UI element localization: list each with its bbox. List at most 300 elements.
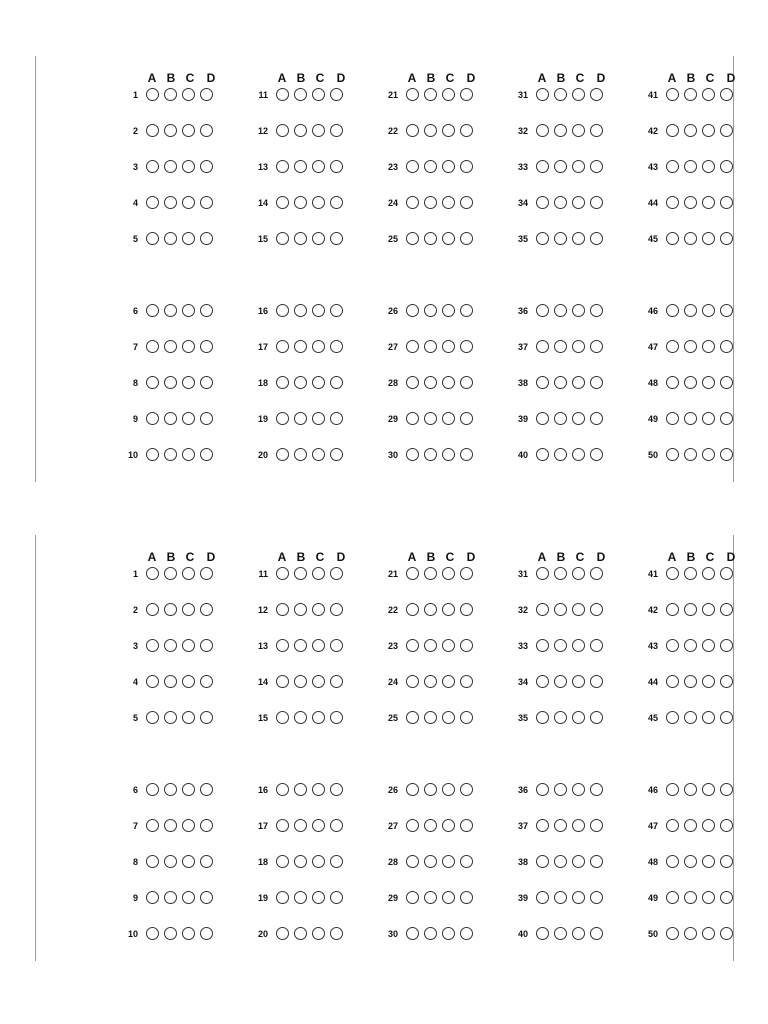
answer-bubble[interactable] bbox=[684, 819, 697, 832]
answer-bubble[interactable] bbox=[182, 124, 195, 137]
answer-bubble[interactable] bbox=[164, 304, 177, 317]
answer-bubble[interactable] bbox=[666, 412, 679, 425]
answer-bubble[interactable] bbox=[720, 160, 733, 173]
answer-bubble[interactable] bbox=[330, 412, 343, 425]
answer-bubble[interactable] bbox=[572, 639, 585, 652]
answer-bubble[interactable] bbox=[294, 927, 307, 940]
answer-bubble[interactable] bbox=[276, 783, 289, 796]
answer-bubble[interactable] bbox=[572, 412, 585, 425]
answer-bubble[interactable] bbox=[406, 927, 419, 940]
answer-bubble[interactable] bbox=[182, 160, 195, 173]
answer-bubble[interactable] bbox=[294, 639, 307, 652]
answer-bubble[interactable] bbox=[276, 160, 289, 173]
answer-bubble[interactable] bbox=[720, 376, 733, 389]
answer-bubble[interactable] bbox=[312, 412, 325, 425]
answer-bubble[interactable] bbox=[572, 376, 585, 389]
answer-bubble[interactable] bbox=[554, 412, 567, 425]
answer-bubble[interactable] bbox=[720, 567, 733, 580]
answer-bubble[interactable] bbox=[312, 196, 325, 209]
answer-bubble[interactable] bbox=[684, 891, 697, 904]
answer-bubble[interactable] bbox=[424, 160, 437, 173]
answer-bubble[interactable] bbox=[666, 711, 679, 724]
answer-bubble[interactable] bbox=[164, 819, 177, 832]
answer-bubble[interactable] bbox=[276, 855, 289, 868]
answer-bubble[interactable] bbox=[294, 711, 307, 724]
answer-bubble[interactable] bbox=[702, 783, 715, 796]
answer-bubble[interactable] bbox=[720, 124, 733, 137]
answer-bubble[interactable] bbox=[330, 855, 343, 868]
answer-bubble[interactable] bbox=[330, 340, 343, 353]
answer-bubble[interactable] bbox=[424, 639, 437, 652]
answer-bubble[interactable] bbox=[460, 639, 473, 652]
answer-bubble[interactable] bbox=[276, 711, 289, 724]
answer-bubble[interactable] bbox=[442, 232, 455, 245]
answer-bubble[interactable] bbox=[702, 376, 715, 389]
answer-bubble[interactable] bbox=[182, 855, 195, 868]
answer-bubble[interactable] bbox=[164, 160, 177, 173]
answer-bubble[interactable] bbox=[666, 376, 679, 389]
answer-bubble[interactable] bbox=[146, 927, 159, 940]
answer-bubble[interactable] bbox=[424, 376, 437, 389]
answer-bubble[interactable] bbox=[684, 124, 697, 137]
answer-bubble[interactable] bbox=[276, 340, 289, 353]
answer-bubble[interactable] bbox=[164, 412, 177, 425]
answer-bubble[interactable] bbox=[200, 196, 213, 209]
answer-bubble[interactable] bbox=[442, 160, 455, 173]
answer-bubble[interactable] bbox=[200, 819, 213, 832]
answer-bubble[interactable] bbox=[720, 675, 733, 688]
answer-bubble[interactable] bbox=[702, 304, 715, 317]
answer-bubble[interactable] bbox=[200, 855, 213, 868]
answer-bubble[interactable] bbox=[200, 232, 213, 245]
answer-bubble[interactable] bbox=[442, 819, 455, 832]
answer-bubble[interactable] bbox=[554, 675, 567, 688]
answer-bubble[interactable] bbox=[294, 855, 307, 868]
answer-bubble[interactable] bbox=[312, 891, 325, 904]
answer-bubble[interactable] bbox=[572, 160, 585, 173]
answer-bubble[interactable] bbox=[666, 927, 679, 940]
answer-bubble[interactable] bbox=[200, 891, 213, 904]
answer-bubble[interactable] bbox=[164, 675, 177, 688]
answer-bubble[interactable] bbox=[312, 855, 325, 868]
answer-bubble[interactable] bbox=[146, 376, 159, 389]
answer-bubble[interactable] bbox=[702, 124, 715, 137]
answer-bubble[interactable] bbox=[590, 88, 603, 101]
answer-bubble[interactable] bbox=[294, 304, 307, 317]
answer-bubble[interactable] bbox=[146, 304, 159, 317]
answer-bubble[interactable] bbox=[554, 783, 567, 796]
answer-bubble[interactable] bbox=[536, 891, 549, 904]
answer-bubble[interactable] bbox=[182, 412, 195, 425]
answer-bubble[interactable] bbox=[424, 412, 437, 425]
answer-bubble[interactable] bbox=[424, 340, 437, 353]
answer-bubble[interactable] bbox=[424, 819, 437, 832]
answer-bubble[interactable] bbox=[536, 675, 549, 688]
answer-bubble[interactable] bbox=[572, 783, 585, 796]
answer-bubble[interactable] bbox=[146, 639, 159, 652]
answer-bubble[interactable] bbox=[182, 448, 195, 461]
answer-bubble[interactable] bbox=[590, 603, 603, 616]
answer-bubble[interactable] bbox=[294, 819, 307, 832]
answer-bubble[interactable] bbox=[720, 196, 733, 209]
answer-bubble[interactable] bbox=[554, 340, 567, 353]
answer-bubble[interactable] bbox=[182, 639, 195, 652]
answer-bubble[interactable] bbox=[684, 567, 697, 580]
answer-bubble[interactable] bbox=[330, 603, 343, 616]
answer-bubble[interactable] bbox=[590, 819, 603, 832]
answer-bubble[interactable] bbox=[442, 675, 455, 688]
answer-bubble[interactable] bbox=[182, 88, 195, 101]
answer-bubble[interactable] bbox=[554, 448, 567, 461]
answer-bubble[interactable] bbox=[666, 855, 679, 868]
answer-bubble[interactable] bbox=[684, 675, 697, 688]
answer-bubble[interactable] bbox=[460, 304, 473, 317]
answer-bubble[interactable] bbox=[406, 855, 419, 868]
answer-bubble[interactable] bbox=[702, 927, 715, 940]
answer-bubble[interactable] bbox=[442, 124, 455, 137]
answer-bubble[interactable] bbox=[684, 232, 697, 245]
answer-bubble[interactable] bbox=[294, 232, 307, 245]
answer-bubble[interactable] bbox=[536, 855, 549, 868]
answer-bubble[interactable] bbox=[146, 160, 159, 173]
answer-bubble[interactable] bbox=[572, 124, 585, 137]
answer-bubble[interactable] bbox=[424, 603, 437, 616]
answer-bubble[interactable] bbox=[164, 855, 177, 868]
answer-bubble[interactable] bbox=[460, 855, 473, 868]
answer-bubble[interactable] bbox=[330, 232, 343, 245]
answer-bubble[interactable] bbox=[572, 675, 585, 688]
answer-bubble[interactable] bbox=[666, 196, 679, 209]
answer-bubble[interactable] bbox=[200, 160, 213, 173]
answer-bubble[interactable] bbox=[442, 891, 455, 904]
answer-bubble[interactable] bbox=[312, 304, 325, 317]
answer-bubble[interactable] bbox=[572, 927, 585, 940]
answer-bubble[interactable] bbox=[182, 675, 195, 688]
answer-bubble[interactable] bbox=[720, 448, 733, 461]
answer-bubble[interactable] bbox=[406, 639, 419, 652]
answer-bubble[interactable] bbox=[146, 855, 159, 868]
answer-bubble[interactable] bbox=[554, 855, 567, 868]
answer-bubble[interactable] bbox=[666, 88, 679, 101]
answer-bubble[interactable] bbox=[702, 196, 715, 209]
answer-bubble[interactable] bbox=[720, 232, 733, 245]
answer-bubble[interactable] bbox=[312, 160, 325, 173]
answer-bubble[interactable] bbox=[684, 376, 697, 389]
answer-bubble[interactable] bbox=[330, 927, 343, 940]
answer-bubble[interactable] bbox=[312, 340, 325, 353]
answer-bubble[interactable] bbox=[572, 448, 585, 461]
answer-bubble[interactable] bbox=[590, 927, 603, 940]
answer-bubble[interactable] bbox=[720, 891, 733, 904]
answer-bubble[interactable] bbox=[536, 88, 549, 101]
answer-bubble[interactable] bbox=[182, 783, 195, 796]
answer-bubble[interactable] bbox=[312, 711, 325, 724]
answer-bubble[interactable] bbox=[590, 340, 603, 353]
answer-bubble[interactable] bbox=[536, 340, 549, 353]
answer-bubble[interactable] bbox=[146, 675, 159, 688]
answer-bubble[interactable] bbox=[554, 196, 567, 209]
answer-bubble[interactable] bbox=[146, 412, 159, 425]
answer-bubble[interactable] bbox=[294, 448, 307, 461]
answer-bubble[interactable] bbox=[442, 711, 455, 724]
answer-bubble[interactable] bbox=[684, 448, 697, 461]
answer-bubble[interactable] bbox=[294, 675, 307, 688]
answer-bubble[interactable] bbox=[460, 891, 473, 904]
answer-bubble[interactable] bbox=[536, 124, 549, 137]
answer-bubble[interactable] bbox=[720, 603, 733, 616]
answer-bubble[interactable] bbox=[460, 927, 473, 940]
answer-bubble[interactable] bbox=[406, 448, 419, 461]
answer-bubble[interactable] bbox=[424, 88, 437, 101]
answer-bubble[interactable] bbox=[536, 448, 549, 461]
answer-bubble[interactable] bbox=[424, 675, 437, 688]
answer-bubble[interactable] bbox=[460, 819, 473, 832]
answer-bubble[interactable] bbox=[702, 412, 715, 425]
answer-bubble[interactable] bbox=[460, 340, 473, 353]
answer-bubble[interactable] bbox=[702, 891, 715, 904]
answer-bubble[interactable] bbox=[666, 819, 679, 832]
answer-bubble[interactable] bbox=[590, 304, 603, 317]
answer-bubble[interactable] bbox=[164, 232, 177, 245]
answer-bubble[interactable] bbox=[442, 448, 455, 461]
answer-bubble[interactable] bbox=[702, 448, 715, 461]
answer-bubble[interactable] bbox=[554, 927, 567, 940]
answer-bubble[interactable] bbox=[666, 783, 679, 796]
answer-bubble[interactable] bbox=[182, 603, 195, 616]
answer-bubble[interactable] bbox=[684, 783, 697, 796]
answer-bubble[interactable] bbox=[720, 711, 733, 724]
answer-bubble[interactable] bbox=[406, 567, 419, 580]
answer-bubble[interactable] bbox=[406, 304, 419, 317]
answer-bubble[interactable] bbox=[684, 412, 697, 425]
answer-bubble[interactable] bbox=[460, 376, 473, 389]
answer-bubble[interactable] bbox=[182, 340, 195, 353]
answer-bubble[interactable] bbox=[294, 891, 307, 904]
answer-bubble[interactable] bbox=[330, 783, 343, 796]
answer-bubble[interactable] bbox=[536, 819, 549, 832]
answer-bubble[interactable] bbox=[424, 232, 437, 245]
answer-bubble[interactable] bbox=[294, 196, 307, 209]
answer-bubble[interactable] bbox=[460, 196, 473, 209]
answer-bubble[interactable] bbox=[406, 783, 419, 796]
answer-bubble[interactable] bbox=[200, 711, 213, 724]
answer-bubble[interactable] bbox=[146, 448, 159, 461]
answer-bubble[interactable] bbox=[146, 711, 159, 724]
answer-bubble[interactable] bbox=[590, 639, 603, 652]
answer-bubble[interactable] bbox=[276, 304, 289, 317]
answer-bubble[interactable] bbox=[182, 567, 195, 580]
answer-bubble[interactable] bbox=[666, 891, 679, 904]
answer-bubble[interactable] bbox=[330, 124, 343, 137]
answer-bubble[interactable] bbox=[406, 196, 419, 209]
answer-bubble[interactable] bbox=[720, 412, 733, 425]
answer-bubble[interactable] bbox=[164, 448, 177, 461]
answer-bubble[interactable] bbox=[276, 603, 289, 616]
answer-bubble[interactable] bbox=[406, 124, 419, 137]
answer-bubble[interactable] bbox=[590, 891, 603, 904]
answer-bubble[interactable] bbox=[590, 376, 603, 389]
answer-bubble[interactable] bbox=[200, 639, 213, 652]
answer-bubble[interactable] bbox=[294, 88, 307, 101]
answer-bubble[interactable] bbox=[406, 88, 419, 101]
answer-bubble[interactable] bbox=[442, 567, 455, 580]
answer-bubble[interactable] bbox=[406, 340, 419, 353]
answer-bubble[interactable] bbox=[720, 88, 733, 101]
answer-bubble[interactable] bbox=[200, 567, 213, 580]
answer-bubble[interactable] bbox=[572, 340, 585, 353]
answer-bubble[interactable] bbox=[146, 819, 159, 832]
answer-bubble[interactable] bbox=[294, 567, 307, 580]
answer-bubble[interactable] bbox=[460, 603, 473, 616]
answer-bubble[interactable] bbox=[572, 304, 585, 317]
answer-bubble[interactable] bbox=[200, 124, 213, 137]
answer-bubble[interactable] bbox=[330, 891, 343, 904]
answer-bubble[interactable] bbox=[312, 232, 325, 245]
answer-bubble[interactable] bbox=[330, 376, 343, 389]
answer-bubble[interactable] bbox=[146, 124, 159, 137]
answer-bubble[interactable] bbox=[720, 304, 733, 317]
answer-bubble[interactable] bbox=[182, 196, 195, 209]
answer-bubble[interactable] bbox=[146, 88, 159, 101]
answer-bubble[interactable] bbox=[406, 891, 419, 904]
answer-bubble[interactable] bbox=[182, 711, 195, 724]
answer-bubble[interactable] bbox=[572, 891, 585, 904]
answer-bubble[interactable] bbox=[572, 88, 585, 101]
answer-bubble[interactable] bbox=[406, 412, 419, 425]
answer-bubble[interactable] bbox=[442, 376, 455, 389]
answer-bubble[interactable] bbox=[554, 376, 567, 389]
answer-bubble[interactable] bbox=[666, 639, 679, 652]
answer-bubble[interactable] bbox=[200, 783, 213, 796]
answer-bubble[interactable] bbox=[702, 567, 715, 580]
answer-bubble[interactable] bbox=[666, 124, 679, 137]
answer-bubble[interactable] bbox=[200, 927, 213, 940]
answer-bubble[interactable] bbox=[554, 304, 567, 317]
answer-bubble[interactable] bbox=[684, 160, 697, 173]
answer-bubble[interactable] bbox=[460, 711, 473, 724]
answer-bubble[interactable] bbox=[460, 675, 473, 688]
answer-bubble[interactable] bbox=[720, 340, 733, 353]
answer-bubble[interactable] bbox=[442, 304, 455, 317]
answer-bubble[interactable] bbox=[442, 412, 455, 425]
answer-bubble[interactable] bbox=[406, 675, 419, 688]
answer-bubble[interactable] bbox=[164, 927, 177, 940]
answer-bubble[interactable] bbox=[684, 927, 697, 940]
answer-bubble[interactable] bbox=[572, 711, 585, 724]
answer-bubble[interactable] bbox=[276, 376, 289, 389]
answer-bubble[interactable] bbox=[182, 927, 195, 940]
answer-bubble[interactable] bbox=[406, 232, 419, 245]
answer-bubble[interactable] bbox=[442, 603, 455, 616]
answer-bubble[interactable] bbox=[164, 376, 177, 389]
answer-bubble[interactable] bbox=[312, 376, 325, 389]
answer-bubble[interactable] bbox=[590, 711, 603, 724]
answer-bubble[interactable] bbox=[720, 639, 733, 652]
answer-bubble[interactable] bbox=[684, 603, 697, 616]
answer-bubble[interactable] bbox=[276, 819, 289, 832]
answer-bubble[interactable] bbox=[720, 819, 733, 832]
answer-bubble[interactable] bbox=[666, 567, 679, 580]
answer-bubble[interactable] bbox=[406, 603, 419, 616]
answer-bubble[interactable] bbox=[424, 711, 437, 724]
answer-bubble[interactable] bbox=[554, 124, 567, 137]
answer-bubble[interactable] bbox=[294, 340, 307, 353]
answer-bubble[interactable] bbox=[276, 927, 289, 940]
answer-bubble[interactable] bbox=[536, 196, 549, 209]
answer-bubble[interactable] bbox=[536, 376, 549, 389]
answer-bubble[interactable] bbox=[406, 376, 419, 389]
answer-bubble[interactable] bbox=[312, 124, 325, 137]
answer-bubble[interactable] bbox=[200, 675, 213, 688]
answer-bubble[interactable] bbox=[590, 855, 603, 868]
answer-bubble[interactable] bbox=[590, 196, 603, 209]
answer-bubble[interactable] bbox=[536, 304, 549, 317]
answer-bubble[interactable] bbox=[146, 891, 159, 904]
answer-bubble[interactable] bbox=[666, 232, 679, 245]
answer-bubble[interactable] bbox=[164, 88, 177, 101]
answer-bubble[interactable] bbox=[182, 304, 195, 317]
answer-bubble[interactable] bbox=[330, 711, 343, 724]
answer-bubble[interactable] bbox=[460, 160, 473, 173]
answer-bubble[interactable] bbox=[460, 412, 473, 425]
answer-bubble[interactable] bbox=[294, 783, 307, 796]
answer-bubble[interactable] bbox=[702, 603, 715, 616]
answer-bubble[interactable] bbox=[182, 819, 195, 832]
answer-bubble[interactable] bbox=[312, 603, 325, 616]
answer-bubble[interactable] bbox=[684, 855, 697, 868]
answer-bubble[interactable] bbox=[424, 891, 437, 904]
answer-bubble[interactable] bbox=[200, 88, 213, 101]
answer-bubble[interactable] bbox=[164, 124, 177, 137]
answer-bubble[interactable] bbox=[536, 711, 549, 724]
answer-bubble[interactable] bbox=[720, 855, 733, 868]
answer-bubble[interactable] bbox=[294, 412, 307, 425]
answer-bubble[interactable] bbox=[702, 819, 715, 832]
answer-bubble[interactable] bbox=[590, 567, 603, 580]
answer-bubble[interactable] bbox=[684, 639, 697, 652]
answer-bubble[interactable] bbox=[684, 88, 697, 101]
answer-bubble[interactable] bbox=[572, 567, 585, 580]
answer-bubble[interactable] bbox=[536, 639, 549, 652]
answer-bubble[interactable] bbox=[330, 88, 343, 101]
answer-bubble[interactable] bbox=[146, 783, 159, 796]
answer-bubble[interactable] bbox=[590, 675, 603, 688]
answer-bubble[interactable] bbox=[330, 448, 343, 461]
answer-bubble[interactable] bbox=[164, 891, 177, 904]
answer-bubble[interactable] bbox=[312, 567, 325, 580]
answer-bubble[interactable] bbox=[554, 819, 567, 832]
answer-bubble[interactable] bbox=[554, 88, 567, 101]
answer-bubble[interactable] bbox=[702, 639, 715, 652]
answer-bubble[interactable] bbox=[554, 232, 567, 245]
answer-bubble[interactable] bbox=[666, 304, 679, 317]
answer-bubble[interactable] bbox=[460, 232, 473, 245]
answer-bubble[interactable] bbox=[424, 783, 437, 796]
answer-bubble[interactable] bbox=[330, 675, 343, 688]
answer-bubble[interactable] bbox=[536, 412, 549, 425]
answer-bubble[interactable] bbox=[294, 124, 307, 137]
answer-bubble[interactable] bbox=[460, 124, 473, 137]
answer-bubble[interactable] bbox=[424, 448, 437, 461]
answer-bubble[interactable] bbox=[312, 675, 325, 688]
answer-bubble[interactable] bbox=[164, 567, 177, 580]
answer-bubble[interactable] bbox=[442, 196, 455, 209]
answer-bubble[interactable] bbox=[684, 711, 697, 724]
answer-bubble[interactable] bbox=[406, 819, 419, 832]
answer-bubble[interactable] bbox=[666, 675, 679, 688]
answer-bubble[interactable] bbox=[684, 196, 697, 209]
answer-bubble[interactable] bbox=[424, 124, 437, 137]
